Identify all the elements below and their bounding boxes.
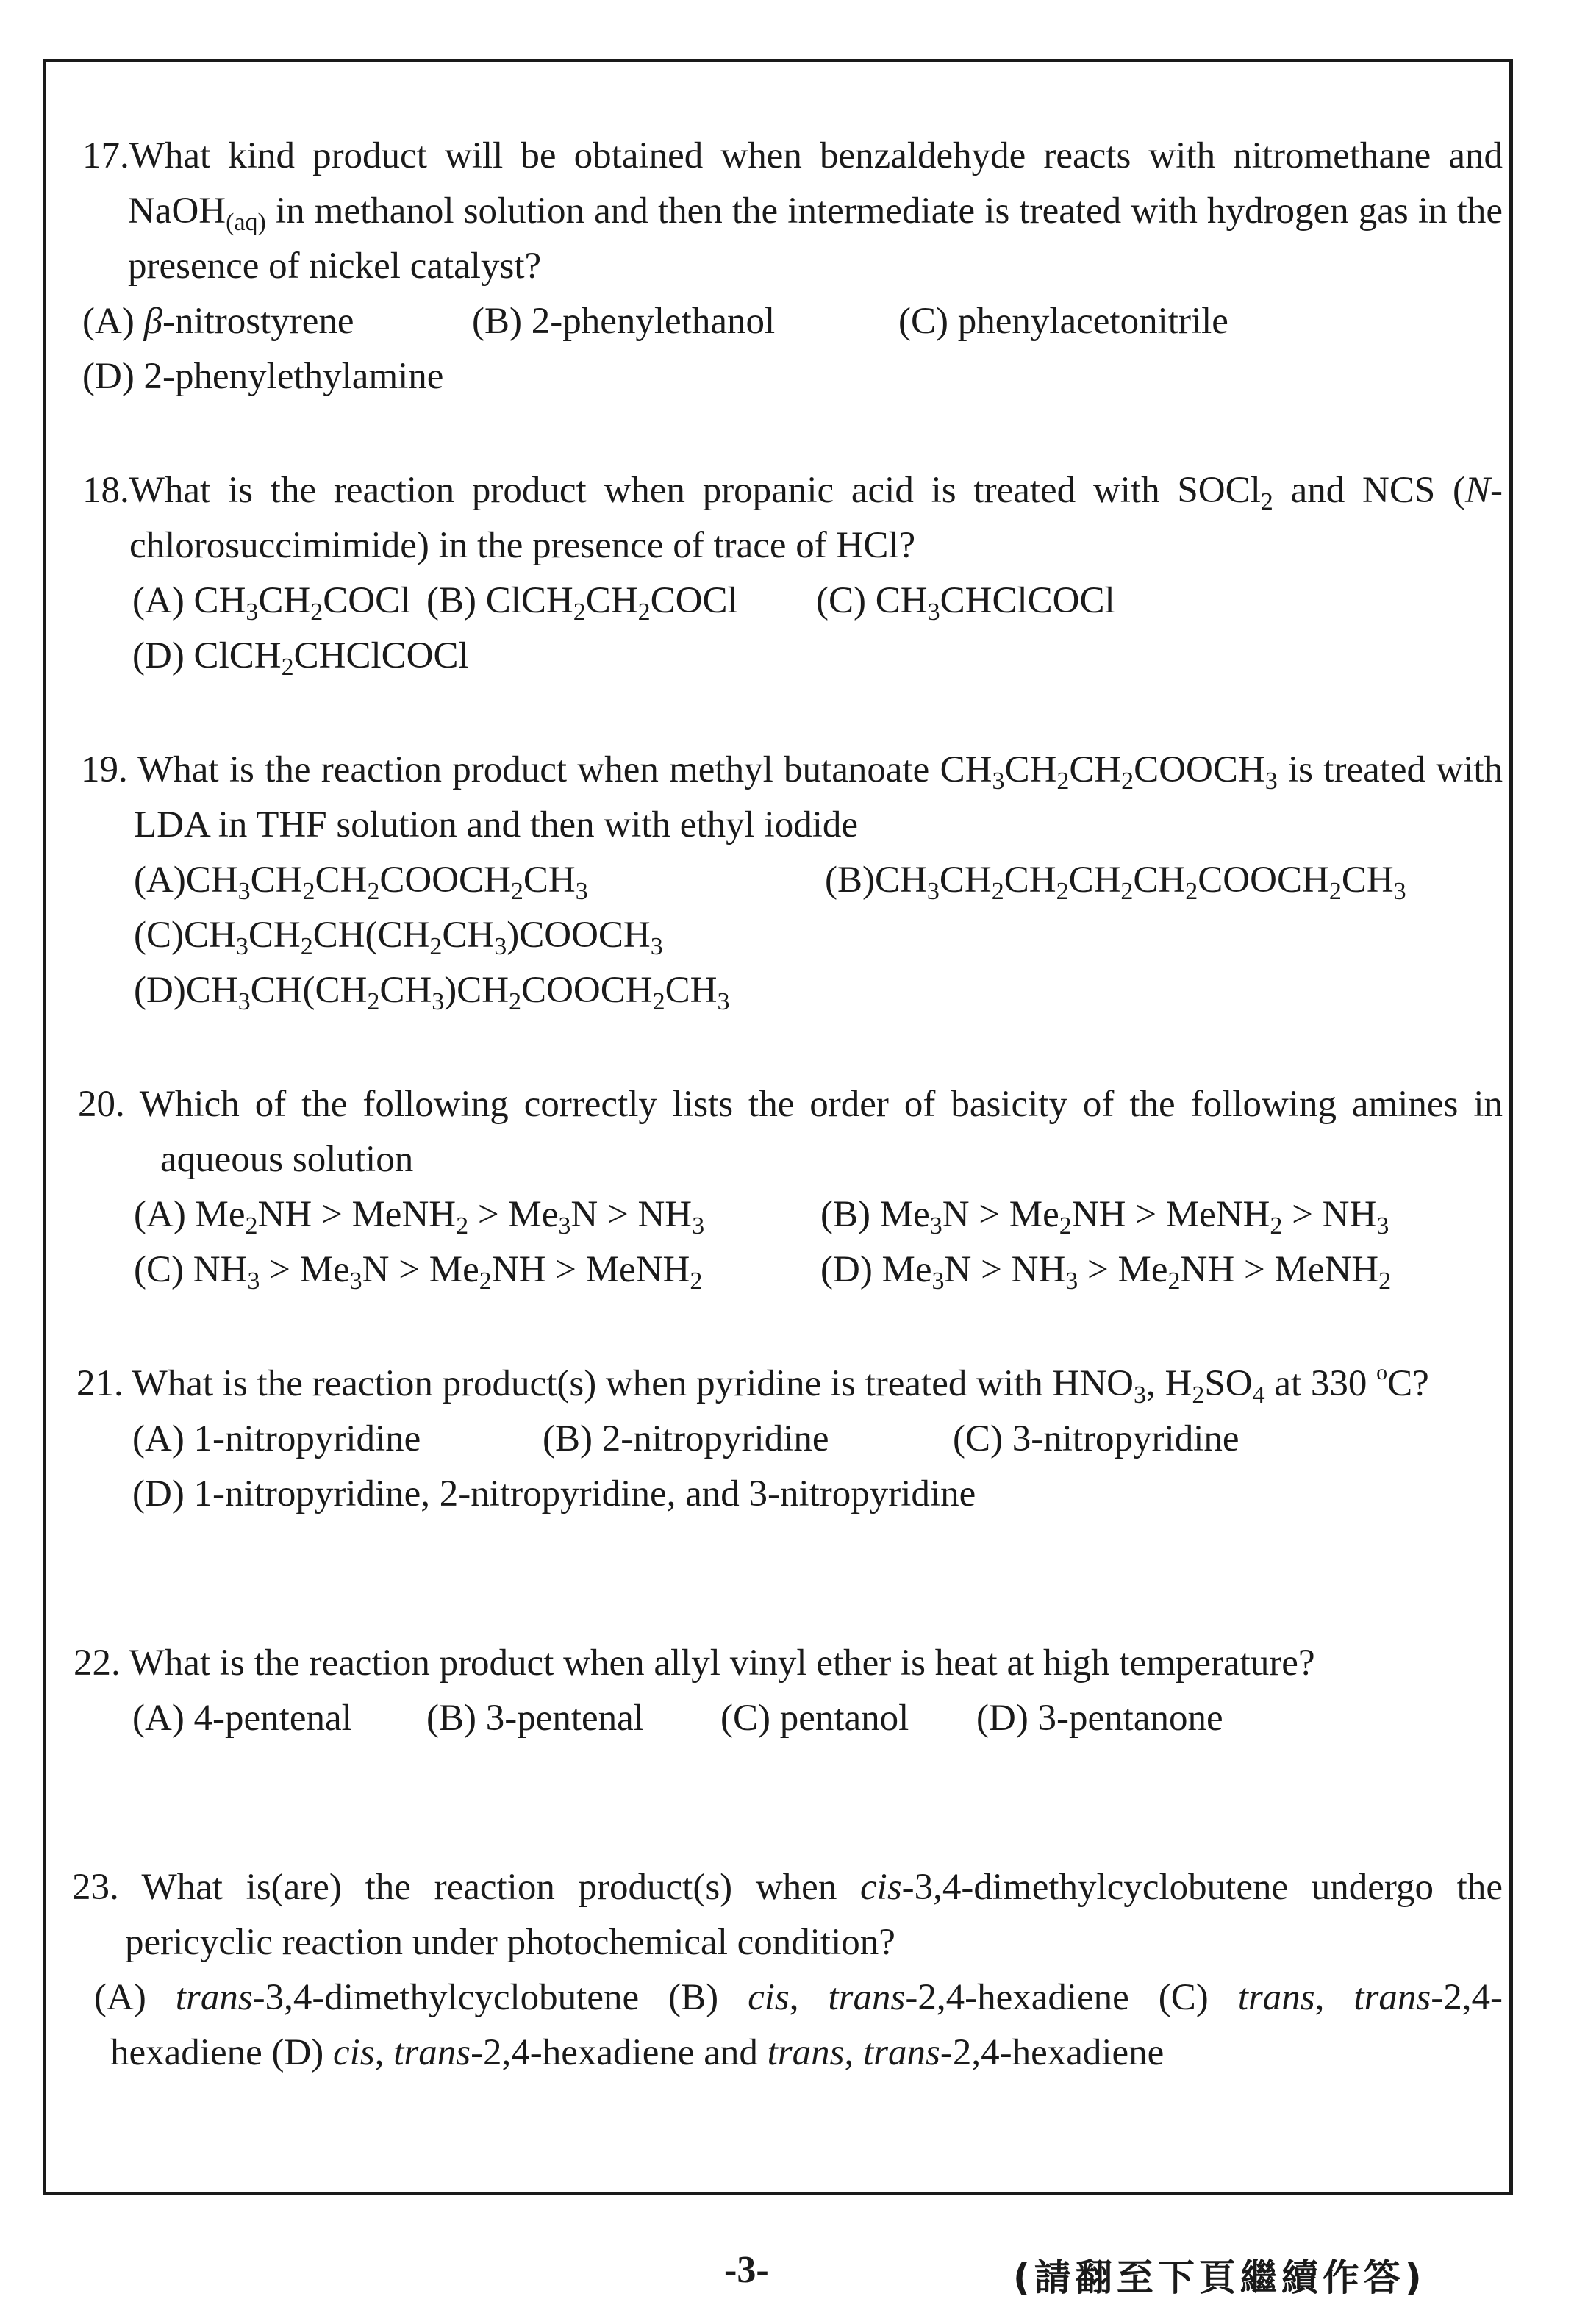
option-b: (B) 3-pentenal	[426, 1698, 644, 1739]
question-20	[78, 1077, 1503, 1298]
option-a: (A) 4-pentenal	[132, 1698, 352, 1739]
option-d: (D) 2-phenylethylamine	[82, 356, 444, 397]
question-number: 23.	[72, 1867, 119, 1908]
question-19	[81, 743, 1503, 1018]
option-row	[82, 573, 1503, 629]
question-text: Which of the following correctly lists the order of basicity of the following amines in aqueous solution	[124, 1084, 1503, 1180]
option-d: $(D)CH_3CH(CH_2CH_3)CH_2COOCH_2CH_3$	[134, 970, 730, 1015]
option-row	[81, 963, 1503, 1018]
question-stem	[74, 1636, 1503, 1691]
option-row	[76, 1467, 1503, 1522]
question-18	[82, 463, 1503, 684]
option-row	[76, 1412, 1503, 1467]
option-c: (C) 3-nitropyridine	[953, 1418, 1239, 1459]
option-c: $(C)CH_3CH_2CH(CH_2CH_3)COOCH_3$	[134, 915, 663, 960]
option-row	[82, 629, 1503, 684]
option-a: (A) $CH_3CH_2COCl$	[132, 580, 411, 626]
option-c: (C) pentanol	[720, 1698, 909, 1739]
option-row	[78, 1243, 1503, 1298]
question-text: What is the reaction product when allyl vinyl ether is heat at high temperature?	[120, 1642, 1315, 1684]
option-d: (D) 3-pentanone	[976, 1698, 1223, 1739]
answer-options	[72, 1970, 1503, 2081]
question-stem	[72, 1860, 1503, 1970]
question-stem	[76, 1356, 1503, 1412]
option-c: (C) phenylacetonitrile	[898, 301, 1228, 342]
question-number: 18.	[82, 470, 129, 511]
option-b: (B) $Me_3N > Me_2NH$ > MeNH$_2$ > $NH_3$	[820, 1194, 1389, 1240]
option-c: (C) $NH_3 > Me_3N > Me_2NH$ > MeNH$_2$	[134, 1249, 703, 1295]
option-c: (C) $CH_3CHClCOCl$	[816, 580, 1115, 626]
option-row	[82, 349, 1503, 404]
option-row	[81, 908, 1503, 963]
question-stem	[82, 129, 1503, 294]
option-b: (B) 2-phenylethanol	[472, 301, 776, 342]
option-c: (C) trans, trans-2,4-hexadiene	[110, 1977, 1503, 2073]
question-stem	[82, 463, 1503, 573]
question-text: What is the reaction product when methyl butanoate $CH_3CH_2CH_2COOCH_3$ is treated with LDA in THF solution and then with ethyl iodide	[127, 749, 1503, 845]
option-d: (D) cis, trans-2,4-hexadiene and trans, trans-2,4-hexadiene	[271, 2032, 1165, 2073]
option-row	[82, 294, 1503, 349]
option-b: $(B)CH_3CH_2CH_2CH_2CH_2COOCH_2CH_3$	[825, 859, 1406, 905]
option-a: (A) β-nitrostyrene	[82, 301, 354, 342]
question-stem	[81, 743, 1503, 853]
question-number: 20.	[78, 1084, 125, 1125]
question-text: What is the reaction product(s) when pyridine is treated with $HNO_3$, $H_2SO_4$ at 330 $^o$C?	[123, 1360, 1429, 1409]
question-17	[82, 129, 1503, 404]
option-b: (B) $ClCH_2CH_2COCl$	[426, 580, 738, 626]
option-a: (A) 1-nitropyridine	[132, 1418, 421, 1459]
question-22	[74, 1636, 1503, 1746]
question-text: What kind product will be obtained when benzaldehyde reacts with nitromethane and NaOH$_{(aq)}$ in methanol solution and then the intermediate is treated with hydrogen gas in the presence of nickel catalyst?	[128, 135, 1503, 287]
page-number: -3-	[724, 2249, 769, 2291]
option-d: (D) 1-nitropyridine, 2-nitropyridine, and 3-nitropyridine	[132, 1473, 976, 1515]
option-a: $(A)CH_3CH_2CH_2COOCH_2CH_3$	[134, 859, 588, 905]
option-a: (A) trans-3,4-dimethylcyclobutene	[94, 1977, 640, 2018]
question-stem	[78, 1077, 1503, 1187]
option-a: (A) $Me_2NH$ > MeNH$_2$ > $Me_3N > NH_3$	[134, 1194, 705, 1240]
question-21	[76, 1356, 1503, 1522]
continue-note: (請翻至下頁繼續作答)	[1013, 2256, 1426, 2299]
option-d: (D) $Me_3N > NH_3 > Me_2NH$ > MeNH$_2$	[820, 1249, 1392, 1295]
option-d: (D) ClCH$_2$CHClCOCl	[132, 635, 469, 681]
question-number: 21.	[76, 1363, 124, 1404]
question-number: 17.	[82, 135, 129, 176]
question-text: What is(are) the reaction product(s) when cis-3,4-dimethylcyclobutene undergo the pericyclic reaction under photochemical condition?	[118, 1867, 1503, 1963]
question-23	[72, 1860, 1503, 2081]
question-number: 19.	[81, 749, 128, 790]
question-number: 22.	[74, 1642, 121, 1684]
option-row	[78, 1187, 1503, 1243]
question-text: What is the reaction product when propanic acid is treated with SOCl$_2$ and NCS (N-chlorosuccimimide) in the presence of trace of HCl?	[129, 470, 1503, 566]
option-b: (B) cis, trans-2,4-hexadiene	[668, 1977, 1129, 2018]
option-row	[74, 1691, 1503, 1746]
option-b: (B) 2-nitropyridine	[543, 1418, 829, 1459]
option-row	[81, 853, 1503, 908]
